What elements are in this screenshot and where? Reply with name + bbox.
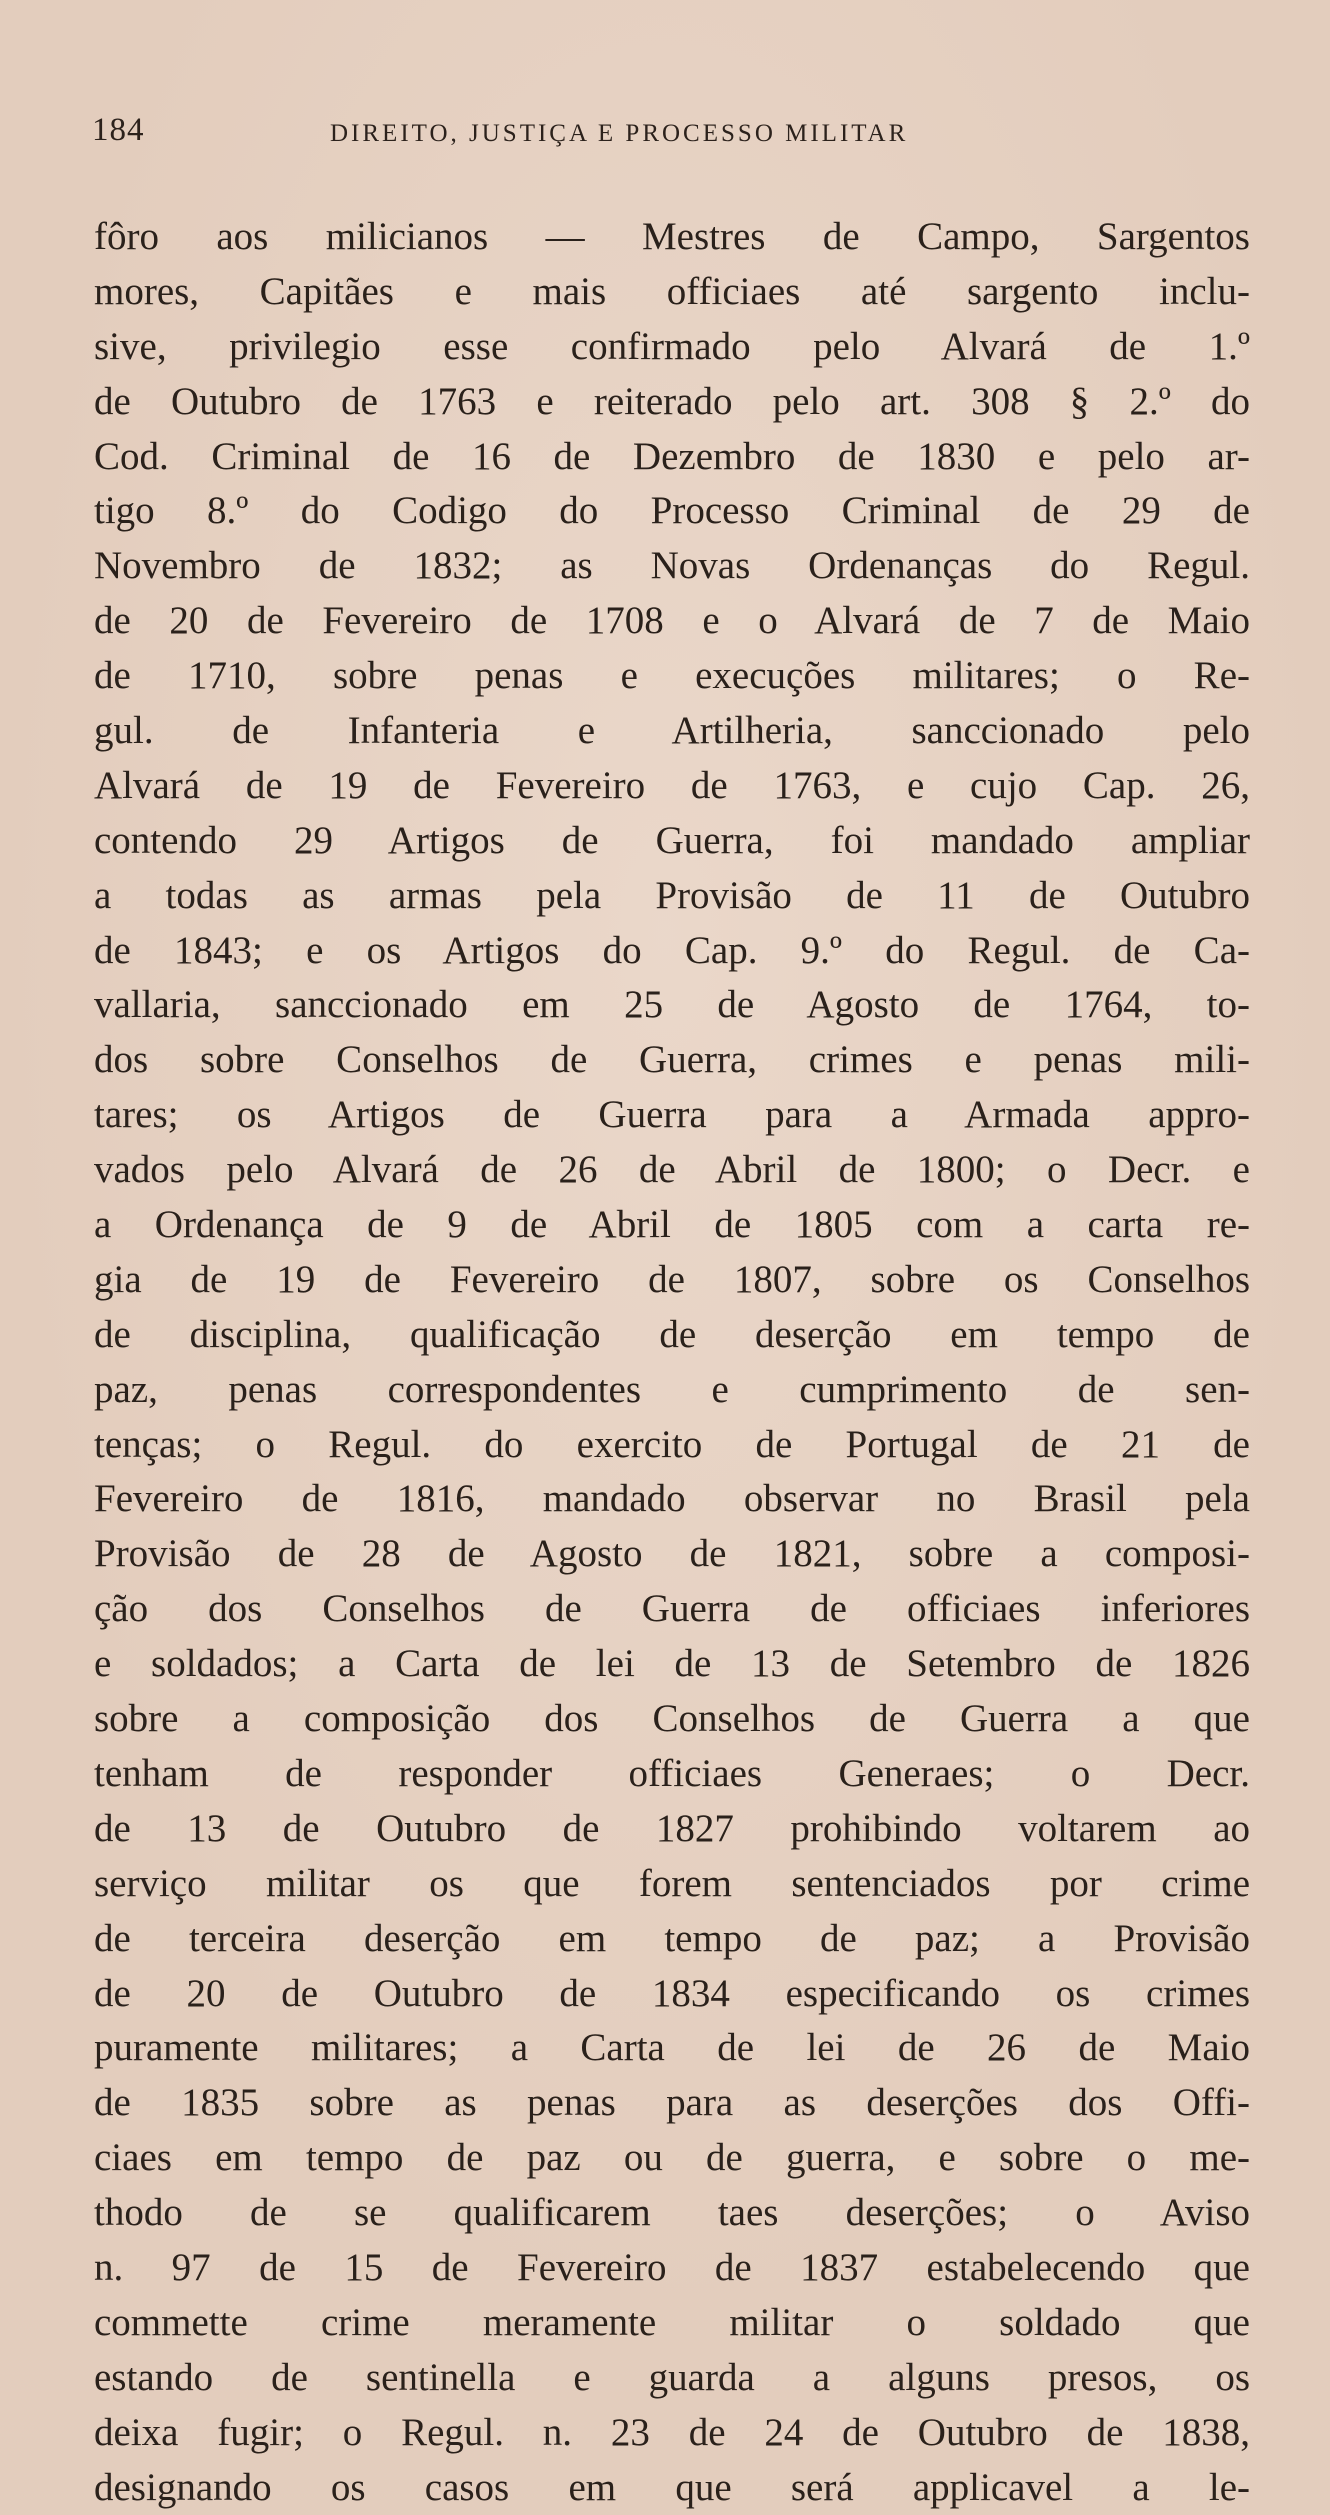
text-line: commette crime meramente militar o soldado que [94,2300,1250,2344]
text-line: ciaes em tempo de paz ou de guerra, e sobre o me- [94,2136,1250,2180]
text-line: a todas as armas pela Provisão de 11 de Outubro [94,873,1250,917]
page-header [92,112,1242,162]
text-line: Novembro de 1832; as Novas Ordenanças do Regul. [94,544,1250,588]
text-line: vados pelo Alvará de 26 de Abril de 1800; o Decr. e [94,1148,1250,1192]
text-line: dos sobre Conselhos de Guerra, crimes e penas mili- [94,1038,1250,1082]
text-line: e soldados; a Carta de lei de 13 de Setembro de 1826 [94,1642,1250,1686]
text-line: estando de sentinella e guarda a alguns presos, os [94,2355,1250,2399]
text-line: gia de 19 de Fevereiro de 1807, sobre os Conselhos [94,1257,1250,1301]
text-line: de 20 de Fevereiro de 1708 e o Alvará de 7 de Maio [94,599,1250,643]
text-line: sobre a composição dos Conselhos de Guerra a que [94,1697,1250,1741]
text-line: Cod. Criminal de 16 de Dezembro de 1830 e pelo ar- [94,434,1250,478]
text-line: de Outubro de 1763 e reiterado pelo art. 308 § 2.º do [94,379,1250,423]
text-line: ção dos Conselhos de Guerra de officiaes inferiores [94,1587,1250,1631]
text-line: tenham de responder officiaes Generaes; o Decr. [94,1751,1250,1795]
text-line: Fevereiro de 1816, mandado observar no Brasil pela [94,1477,1250,1521]
text-line: puramente militares; a Carta de lei de 26 de Maio [94,2026,1250,2070]
body-text [94,210,1250,2515]
text-line: de 1835 sobre as penas para as deserções dos Offi- [94,2081,1250,2125]
text-line: contendo 29 Artigos de Guerra, foi mandado ampliar [94,818,1250,862]
text-line: n. 97 de 15 de Fevereiro de 1837 estabelecendo que [94,2245,1250,2289]
page-number: 184 [92,112,145,148]
text-line: de 13 de Outubro de 1827 prohibindo voltarem ao [94,1806,1250,1850]
text-line: tigo 8.º do Codigo do Processo Criminal de 29 de [94,489,1250,533]
text-line: tenças; o Regul. do exercito de Portugal de 21 de [94,1422,1250,1466]
text-line: sive, privilegio esse confirmado pelo Alvará de 1.º [94,324,1250,368]
text-line: deixa fugir; o Regul. n. 23 de 24 de Outubro de 1838, [94,2410,1250,2454]
text-line: vallaria, sanccionado em 25 de Agosto de 1764, to- [94,983,1250,1027]
running-title: DIREITO, JUSTIÇA E PROCESSO MILITAR [330,120,909,147]
text-line: thodo de se qualificarem taes deserções; o Aviso [94,2191,1250,2235]
text-line: de terceira deserção em tempo de paz; a Provisão [94,1916,1250,1960]
text-line: fôro aos milicianos — Mestres de Campo, Sargentos [94,215,1250,258]
text-line: mores, Capitães e mais officiaes até sargento inclu- [94,269,1250,313]
text-line: de disciplina, qualificação de deserção em tempo de [94,1312,1250,1356]
text-line: de 20 de Outubro de 1834 especificando os crimes [94,1971,1250,2015]
text-line: serviço militar os que forem sentenciados por crime [94,1861,1250,1905]
text-line: Alvará de 19 de Fevereiro de 1763, e cujo Cap. 26, [94,763,1250,807]
text-line: paz, penas correspondentes e cumprimento de sen- [94,1367,1250,1411]
text-line: de 1710, sobre penas e execuções militares; o Re- [94,654,1250,698]
text-line: designando os casos em que será applicavel a le- [94,2465,1250,2509]
text-line: gul. de Infanteria e Artilheria, sanccionado pelo [94,709,1250,753]
text-line: Provisão de 28 de Agosto de 1821, sobre a composi- [94,1532,1250,1576]
text-line: tares; os Artigos de Guerra para a Armada appro- [94,1093,1250,1137]
text-line: de 1843; e os Artigos do Cap. 9.º do Regul. de Ca- [94,928,1250,972]
text-line: a Ordenança de 9 de Abril de 1805 com a carta re- [94,1203,1250,1247]
